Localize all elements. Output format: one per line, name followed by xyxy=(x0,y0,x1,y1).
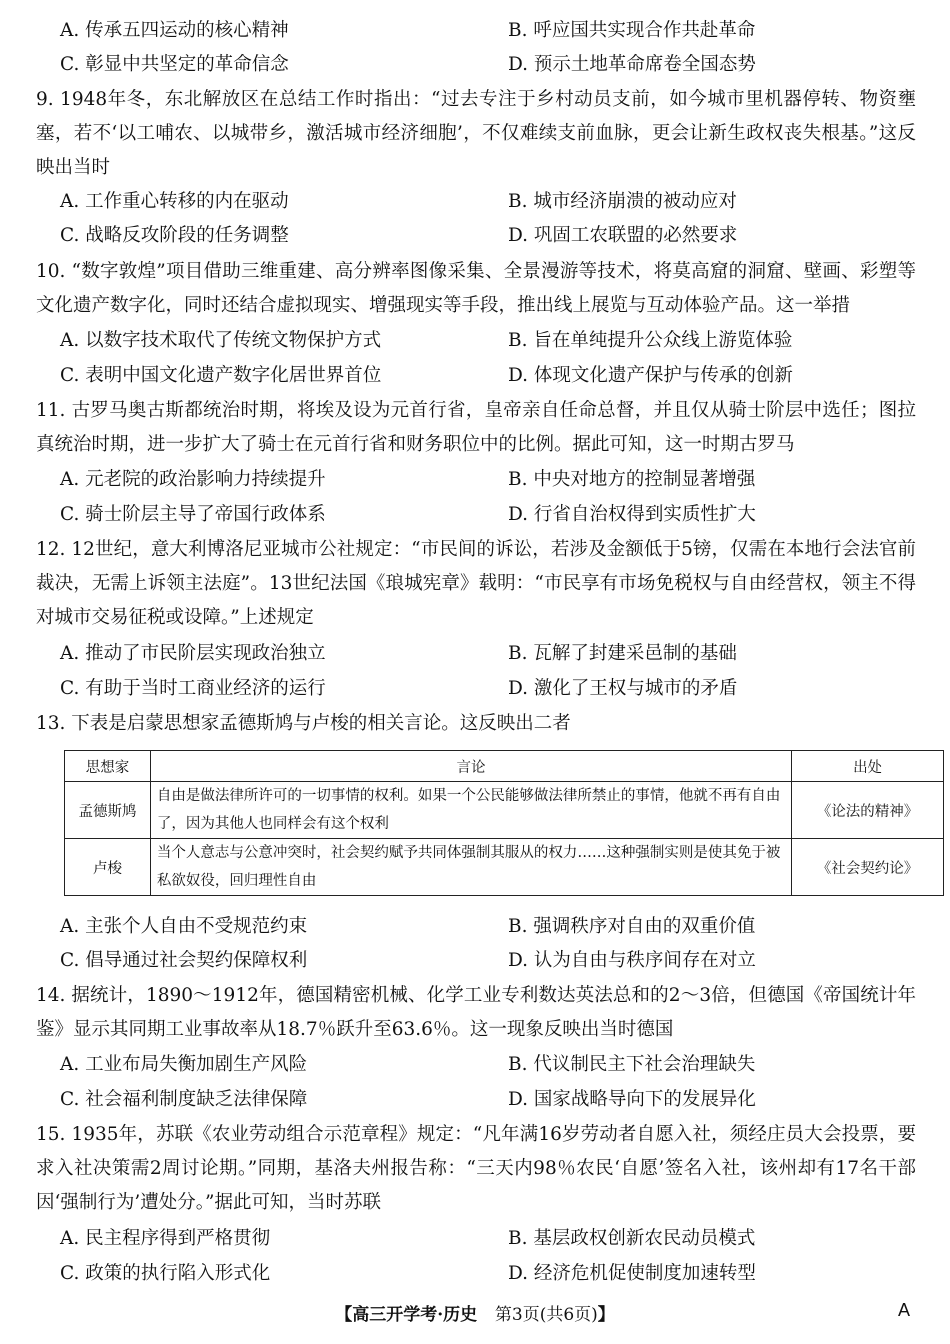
table-row xyxy=(65,782,944,839)
q9-option-a[interactable]: A. 工作重心转移的内在驱动 xyxy=(60,191,289,212)
footer-dot: · xyxy=(437,1305,444,1325)
q15-option-d[interactable]: D. 经济危机促使制度加速转型 xyxy=(508,1263,756,1284)
q9-option-b[interactable]: B. 城市经济崩溃的被动应对 xyxy=(508,191,737,212)
q11-stem: 11. 古罗马奥古斯都统治时期，将埃及设为元首行省，皇帝亲自任命总督，并且仅从骑士阶层中选任；图拉真统治时期，进一步扩大了骑士在元首行省和财务职位中的比例。据此可知，这一时期古罗马 xyxy=(36,400,916,455)
q10-option-a[interactable]: A. 以数字技术取代了传统文物保护方式 xyxy=(60,330,382,351)
footer-bracket-close: 】 xyxy=(597,1305,615,1325)
q10-option-d[interactable]: D. 体现文化遗产保护与传承的创新 xyxy=(508,365,793,386)
q13-option-d[interactable]: D. 认为自由与秩序间存在对立 xyxy=(508,950,756,971)
q15-option-a[interactable]: A. 民主程序得到严格贯彻 xyxy=(60,1228,271,1249)
q13-option-b[interactable]: B. 强调秩序对自由的双重价值 xyxy=(508,916,756,937)
q15-stem: 15. 1935年，苏联《农业劳动组合示范章程》规定：“凡年满16岁劳动者自愿入社，须经庄员大会投票，要求入社决策需2周讨论期。”同期，基洛夫州报告称：“三天内98％农民‘自愿’签名入社，该州却有17名干部因‘强制行为’遭处分。”据此可知，当时苏联 xyxy=(36,1124,916,1213)
source-cell: 《社会契约论》 xyxy=(792,839,944,896)
q13-option-a[interactable]: A. 主张个人自由不受规范约束 xyxy=(60,916,308,937)
table-header-row xyxy=(65,751,944,782)
quote-cell: 自由是做法律所许可的一切事情的权利。如果一个公民能够做法律所禁止的事情，他就不再有自由了，因为其他人也同样会有这个权利 xyxy=(150,782,791,839)
footer-bracket-open: 【 xyxy=(335,1305,353,1325)
quote-cell: 当个人意志与公意冲突时，社会契约赋予共同体强制其服从的权力……这种强制实则是使其免于被私欲奴役，回归理性自由 xyxy=(150,839,791,896)
q13-option-c[interactable]: C. 倡导通过社会契约保障权利 xyxy=(60,950,308,971)
q14-option-d[interactable]: D. 国家战略导向下的发展异化 xyxy=(508,1089,756,1110)
q14-option-a[interactable]: A. 工业布局失衡加剧生产风险 xyxy=(60,1054,308,1075)
q11-option-b[interactable]: B. 中央对地方的控制显著增强 xyxy=(508,469,756,490)
q9-stem: 9. 1948年冬，东北解放区在总结工作时指出：“过去专注于乡村动员支前，如今城市里机器停转、物资壅塞，若不‘以工哺农、以城带乡，激活城市经济细胞’，不仅难续支前血脉，更会让新生政权丧失根基。”这反映出当时 xyxy=(36,89,916,178)
subject-name: 历史 xyxy=(443,1305,478,1325)
q12-option-c[interactable]: C. 有助于当时工商业经济的运行 xyxy=(60,678,326,699)
q9-option-d[interactable]: D. 巩固工农联盟的必然要求 xyxy=(508,225,738,246)
table-header: 出处 xyxy=(792,751,944,782)
q9-option-c[interactable]: C. 战略反攻阶段的任务调整 xyxy=(60,225,289,246)
q12-option-b[interactable]: B. 瓦解了封建采邑制的基础 xyxy=(508,643,737,664)
q11-option-c[interactable]: C. 骑士阶层主导了帝国行政体系 xyxy=(60,504,326,525)
page-number: 第3页(共6页) xyxy=(494,1305,598,1325)
thinker-cell: 卢梭 xyxy=(65,839,151,896)
page-footer xyxy=(0,1300,950,1325)
paper-code: A xyxy=(898,1300,911,1320)
q8-option-b[interactable]: B. 呼应国共实现合作共赴革命 xyxy=(508,20,756,41)
q13-stem: 13. 下表是启蒙思想家孟德斯鸠与卢梭的相关言论。这反映出二者 xyxy=(36,713,571,734)
q12-option-d[interactable]: D. 激化了王权与城市的矛盾 xyxy=(508,678,738,699)
q10-option-b[interactable]: B. 旨在单纯提升公众线上游览体验 xyxy=(508,330,793,351)
q15-option-b[interactable]: B. 基层政权创新农民动员模式 xyxy=(508,1228,756,1249)
q10-stem: 10. “数字敦煌”项目借助三维重建、高分辨率图像采集、全景漫游等技术，将莫高窟的洞窟、壁画、彩塑等文化遗产数字化，同时还结合虚拟现实、增强现实等手段，推出线上展览与互动体验产品。这一举措 xyxy=(36,261,916,316)
q8-option-a[interactable]: A. 传承五四运动的核心精神 xyxy=(60,20,289,41)
quotes-table xyxy=(64,750,944,896)
table-header: 思想家 xyxy=(65,751,151,782)
q12-option-a[interactable]: A. 推动了市民阶层实现政治独立 xyxy=(60,643,326,664)
source-cell: 《论法的精神》 xyxy=(792,782,944,839)
q11-option-d[interactable]: D. 行省自治权得到实质性扩大 xyxy=(508,504,756,525)
q8-option-d[interactable]: D. 预示土地革命席卷全国态势 xyxy=(508,54,756,75)
exam-name: 高三开学考 xyxy=(352,1305,438,1325)
q15-option-c[interactable]: C. 政策的执行陷入形式化 xyxy=(60,1263,271,1284)
q14-option-c[interactable]: C. 社会福利制度缺乏法律保障 xyxy=(60,1089,308,1110)
table-row xyxy=(65,839,944,896)
q11-option-a[interactable]: A. 元老院的政治影响力持续提升 xyxy=(60,469,326,490)
q14-stem: 14. 据统计，1890～1912年，德国精密机械、化学工业专利数达英法总和的2～3倍，但德国《帝国统计年鉴》显示其同期工业事故率从18.7％跃升至63.6％。这一现象反映出当时德国 xyxy=(36,985,916,1040)
q12-stem: 12. 12世纪，意大利博洛尼亚城市公社规定：“市民间的诉讼，若涉及金额低于5镑，仅需在本地行会法官前裁决，无需上诉领主法庭”。13世纪法国《琅城宪章》载明：“市民享有市场免税权与自由经营权，领主不得对城市交易征税或设障。”上述规定 xyxy=(36,539,916,628)
table-header: 言论 xyxy=(150,751,791,782)
thinker-cell: 孟德斯鸠 xyxy=(65,782,151,839)
q14-option-b[interactable]: B. 代议制民主下社会治理缺失 xyxy=(508,1054,756,1075)
q10-option-c[interactable]: C. 表明中国文化遗产数字化居世界首位 xyxy=(60,365,382,386)
q8-option-c[interactable]: C. 彰显中共坚定的革命信念 xyxy=(60,54,289,75)
